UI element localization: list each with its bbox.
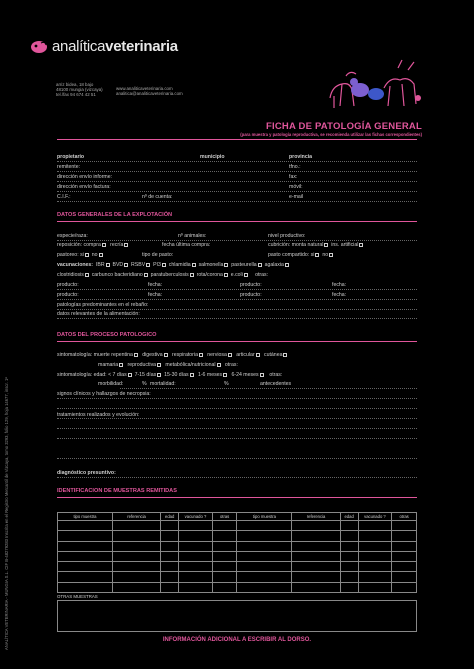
table-cell[interactable] [292, 572, 340, 582]
col-referencia-2: referencia [292, 513, 340, 521]
label-movil: móvil: [289, 184, 303, 190]
producto-field-2[interactable] [57, 299, 417, 300]
tratamientos-field-1[interactable] [57, 428, 417, 429]
label-patologias: patologías predominantes en el rebaño: [57, 302, 149, 308]
table-cell[interactable] [179, 551, 213, 561]
page-subtitle: (para muestra y patología reproductiva, se recomienda utilizar las fichas correspondientes) [240, 132, 422, 137]
table-cell[interactable] [161, 541, 179, 551]
dir-factura-field[interactable] [57, 191, 417, 192]
cutanea-checkbox[interactable] [283, 353, 287, 357]
vac-ibr-checkbox[interactable] [106, 263, 110, 267]
table-cell[interactable] [237, 582, 292, 592]
table-cell[interactable] [112, 551, 160, 561]
table-cell[interactable] [340, 551, 358, 561]
vac-salmonella-checkbox[interactable] [224, 263, 228, 267]
digestiva-checkbox[interactable] [164, 353, 168, 357]
col-tipo-muestra-2: tipo muestra [237, 513, 292, 521]
label-nivel: nivel productivo: [268, 233, 306, 239]
table-cell[interactable] [212, 551, 237, 561]
col-otras-2: otras [392, 513, 417, 521]
page-title: FICHA DE PATOLOGÍA GENERAL [266, 121, 422, 132]
table-cell[interactable] [237, 551, 292, 561]
diagnostico-field[interactable] [57, 477, 417, 478]
signos-field-2[interactable] [57, 408, 417, 409]
vacunaciones-row: vacunaciones: IBR BVD RSBV PI3 chlamidia salmonella pasteurella agalaxia [57, 262, 289, 268]
table-cell[interactable] [358, 562, 392, 572]
label-animales: nº animales: [178, 233, 207, 239]
label-morbilidad: morbilidad: [98, 381, 124, 387]
pasto-si-checkbox[interactable] [315, 253, 319, 257]
title-divider [57, 139, 417, 140]
table-cell[interactable] [237, 531, 292, 541]
table-row [58, 551, 417, 561]
table-cell[interactable] [237, 572, 292, 582]
muerte-repentina-checkbox[interactable] [134, 353, 138, 357]
sintomatologia-row-2: mamaria reproductiva metabólica/nutricional otras: [98, 362, 238, 368]
vac-pasteurella-checkbox[interactable] [258, 263, 262, 267]
otras-muestras-box[interactable] [57, 600, 417, 632]
label-especie: especie/raza: [57, 233, 88, 239]
legal-side-text: ANALÍTICA VETERINARIA - MUNGIA S.L. CIF B-48279283 Inscrita en el Registro Mercantil de Vizcaya, tomo 3293, folio 129, hoja 14677, inscr. 1ª [4, 377, 9, 650]
respiratoria-checkbox[interactable] [199, 353, 203, 357]
table-row [58, 531, 417, 541]
ins-artificial-checkbox[interactable] [359, 243, 363, 247]
label-producto-4: producto: [240, 292, 262, 298]
edad-menos-7-checkbox[interactable] [128, 373, 132, 377]
table-cell[interactable] [392, 531, 417, 541]
table-cell[interactable] [161, 521, 179, 531]
dir-informe-field[interactable] [57, 181, 417, 182]
morbilidad-pct: % [142, 381, 147, 387]
table-cell[interactable] [358, 541, 392, 551]
label-signos: signos clínicos y hallazgos de necropsia: [57, 391, 151, 397]
table-cell[interactable] [212, 582, 237, 592]
vac-carbunco-checkbox[interactable] [144, 273, 148, 277]
label-cif: C.I.F.: [57, 194, 71, 200]
table-cell[interactable] [340, 521, 358, 531]
table-cell[interactable] [179, 531, 213, 541]
table-cell[interactable] [340, 582, 358, 592]
label-propietario: propietario [57, 154, 85, 160]
table-cell[interactable] [179, 572, 213, 582]
pasto-no-checkbox[interactable] [329, 253, 333, 257]
label-alimentacion: datos relevantes de la alimentación: [57, 311, 140, 317]
vacunaciones-row-2: clostridiosis carbunco bacteridiano paratuberculosis rota/corona e.coli otras: [57, 272, 269, 278]
label-municipio: municipio [200, 154, 225, 160]
table-cell[interactable] [392, 572, 417, 582]
signos-field-3[interactable] [57, 418, 417, 419]
label-tfno: tfno.: [289, 164, 301, 170]
table-cell[interactable] [58, 582, 113, 592]
producto-field-1[interactable] [57, 289, 417, 290]
table-cell[interactable] [292, 562, 340, 572]
patologias-field[interactable] [57, 309, 417, 310]
label-tratamientos: tratamientos realizados y evolución: [57, 412, 140, 418]
vac-clostridiosis-checkbox[interactable] [85, 273, 89, 277]
table-cell[interactable] [112, 531, 160, 541]
table-cell[interactable] [340, 531, 358, 541]
recria-checkbox[interactable] [124, 243, 128, 247]
label-fecha-1: fecha: [148, 282, 163, 288]
brand-name: analíticaveterinaria [52, 38, 178, 55]
section-patologico-divider [57, 341, 417, 342]
label-fax: fax: [289, 174, 298, 180]
table-cell[interactable] [112, 541, 160, 551]
label-email: e-mail [289, 194, 304, 200]
col-otras: otras [212, 513, 237, 521]
col-tipo-muestra: tipo muestra [58, 513, 113, 521]
label-fecha-3: fecha: [148, 292, 163, 298]
vac-paratuberculosis-checkbox[interactable] [190, 273, 194, 277]
vac-rota-corona-checkbox[interactable] [224, 273, 228, 277]
table-cell[interactable] [58, 562, 113, 572]
propietario-field[interactable] [57, 161, 417, 162]
table-cell[interactable] [340, 562, 358, 572]
animals-illustration [328, 58, 424, 114]
table-cell[interactable] [292, 551, 340, 561]
table-cell[interactable] [292, 541, 340, 551]
especie-field[interactable] [57, 240, 417, 241]
web-block: www.analiticaveterinaria.com analitica@analiticaveterinaria.com [116, 86, 183, 97]
table-cell[interactable] [237, 521, 292, 531]
col-vacunado-2: vacunado ? [358, 513, 392, 521]
table-cell[interactable] [292, 582, 340, 592]
samples-table-header [58, 513, 417, 521]
compra-checkbox[interactable] [102, 243, 106, 247]
edad-row: sintomatología: edad: < 7 días 7-15 días 15-30 días 1-6 meses 6-24 meses otras: [57, 372, 283, 378]
brand-mark-icon [30, 39, 48, 55]
address-block: arriz bidea, 18 bajo 48100 mungia (vizcaya) tel./fax 94 674 42 51 [56, 82, 103, 98]
table-cell[interactable] [179, 582, 213, 592]
section-patologico-title: DATOS DEL PROCESO PATOLOGICO [57, 332, 157, 338]
table-cell[interactable] [179, 541, 213, 551]
table-cell[interactable] [392, 562, 417, 572]
sintomatologia-row: sintomatología: muerte repentina digestiva respiratoria nerviosa articular cutánea [57, 352, 287, 358]
table-cell[interactable] [340, 541, 358, 551]
pastoreo-row: pastoreo: si no [57, 252, 103, 258]
edad-15-30-checkbox[interactable] [190, 373, 194, 377]
label-mortalidad: mortalidad: [150, 381, 176, 387]
table-cell[interactable] [58, 572, 113, 582]
table-cell[interactable] [358, 521, 392, 531]
label-fecha-4: fecha: [332, 292, 347, 298]
samples-table [57, 512, 417, 593]
label-producto-2: producto: [240, 282, 262, 288]
monta-natural-checkbox[interactable] [324, 243, 328, 247]
table-cell[interactable] [237, 562, 292, 572]
vac-bvd-checkbox[interactable] [124, 263, 128, 267]
label-antecedentes: antecedentes [260, 381, 292, 387]
col-vacunado: vacunado ? [179, 513, 213, 521]
section-explotacion-divider [57, 221, 417, 222]
table-cell[interactable] [112, 572, 160, 582]
edad-1-6-checkbox[interactable] [223, 373, 227, 377]
table-cell[interactable] [392, 521, 417, 531]
col-referencia: referencia [112, 513, 160, 521]
label-tipo-pasto: tipo de pasto: [142, 252, 174, 258]
table-cell[interactable] [179, 562, 213, 572]
footer-note: INFORMACIÓN ADICIONAL A ESCRIBIR AL DORSO. [162, 637, 312, 643]
vac-ecoli-checkbox[interactable] [244, 273, 248, 277]
table-cell[interactable] [292, 521, 340, 531]
remitente-field[interactable] [57, 171, 417, 172]
nerviosa-checkbox[interactable] [228, 353, 232, 357]
col-edad-2: edad [340, 513, 358, 521]
table-cell[interactable] [392, 582, 417, 592]
articular-checkbox[interactable] [256, 353, 260, 357]
table-cell[interactable] [212, 541, 237, 551]
table-cell[interactable] [161, 531, 179, 541]
table-cell[interactable] [112, 582, 160, 592]
table-cell[interactable] [161, 582, 179, 592]
pastoreo-no-checkbox[interactable] [99, 253, 103, 257]
table-cell[interactable] [237, 541, 292, 551]
tratamientos-field-2[interactable] [57, 438, 417, 439]
table-cell[interactable] [212, 521, 237, 531]
table-cell[interactable] [179, 521, 213, 531]
table-cell[interactable] [292, 531, 340, 541]
table-row [58, 541, 417, 551]
table-row [58, 582, 417, 592]
vac-agalaxia-checkbox[interactable] [285, 263, 289, 267]
label-dir-factura: dirección envío factura: [57, 184, 111, 190]
table-cell[interactable] [112, 521, 160, 531]
table-cell[interactable] [358, 531, 392, 541]
mortalidad-pct: % [224, 381, 229, 387]
edad-6-24-checkbox[interactable] [260, 373, 264, 377]
pasto-compartido-row: pasto compartido: si no [268, 252, 333, 258]
table-cell[interactable] [58, 531, 113, 541]
table-cell[interactable] [161, 551, 179, 561]
mamaria-checkbox[interactable] [119, 363, 123, 367]
table-cell[interactable] [358, 551, 392, 561]
tratamientos-field-3[interactable] [57, 458, 417, 459]
table-cell[interactable] [112, 562, 160, 572]
label-producto-3: producto: [57, 292, 79, 298]
section-muestras-title: IDENTIFICACION DE MUESTRAS REMITIDAS [57, 488, 177, 494]
morbilidad-field[interactable] [120, 388, 417, 389]
label-fecha-compra: fecha última compra: [162, 242, 211, 248]
col-edad: edad [161, 513, 179, 521]
vac-pi3-checkbox[interactable] [162, 263, 166, 267]
table-cell[interactable] [212, 572, 237, 582]
table-cell[interactable] [212, 562, 237, 572]
reposicion-row: reposición: compra recría [57, 242, 128, 248]
pastoreo-si-checkbox[interactable] [85, 253, 89, 257]
section-explotacion-title: DATOS GENERALES DE LA EXPLOTACIÓN [57, 212, 173, 218]
table-row [58, 572, 417, 582]
table-cell[interactable] [392, 551, 417, 561]
label-otras-muestras: OTRAS MUESTRAS [57, 594, 98, 599]
vac-chlamidia-checkbox[interactable] [192, 263, 196, 267]
label-remitente: remitente: [57, 164, 81, 170]
alimentacion-field[interactable] [57, 318, 417, 319]
brand-logo [30, 38, 178, 55]
vac-rsbv-checkbox[interactable] [146, 263, 150, 267]
label-cuenta: nº de cuenta: [142, 194, 173, 200]
signos-field-1[interactable] [57, 398, 417, 399]
metabolica-checkbox[interactable] [217, 363, 221, 367]
table-cell[interactable] [358, 572, 392, 582]
cubricion-row: cubrición: monta natural ins. artificial [268, 242, 363, 248]
section-muestras-divider [57, 497, 417, 498]
label-provincia: provincia [289, 154, 313, 160]
label-fecha-2: fecha: [332, 282, 347, 288]
cif-field[interactable] [57, 201, 417, 202]
label-diagnostico: diagnóstico presuntivo: [57, 470, 116, 476]
table-cell[interactable] [340, 572, 358, 582]
edad-7-15-checkbox[interactable] [157, 373, 161, 377]
table-cell[interactable] [58, 521, 113, 531]
table-cell[interactable] [58, 551, 113, 561]
table-cell[interactable] [392, 541, 417, 551]
reproductiva-checkbox[interactable] [157, 363, 161, 367]
table-cell[interactable] [212, 531, 237, 541]
label-producto-1: producto: [57, 282, 79, 288]
table-cell[interactable] [58, 541, 113, 551]
table-row [58, 521, 417, 531]
label-dir-informe: dirección envío informe: [57, 174, 113, 180]
table-cell[interactable] [161, 572, 179, 582]
table-cell[interactable] [161, 562, 179, 572]
table-row [58, 562, 417, 572]
table-cell[interactable] [358, 582, 392, 592]
